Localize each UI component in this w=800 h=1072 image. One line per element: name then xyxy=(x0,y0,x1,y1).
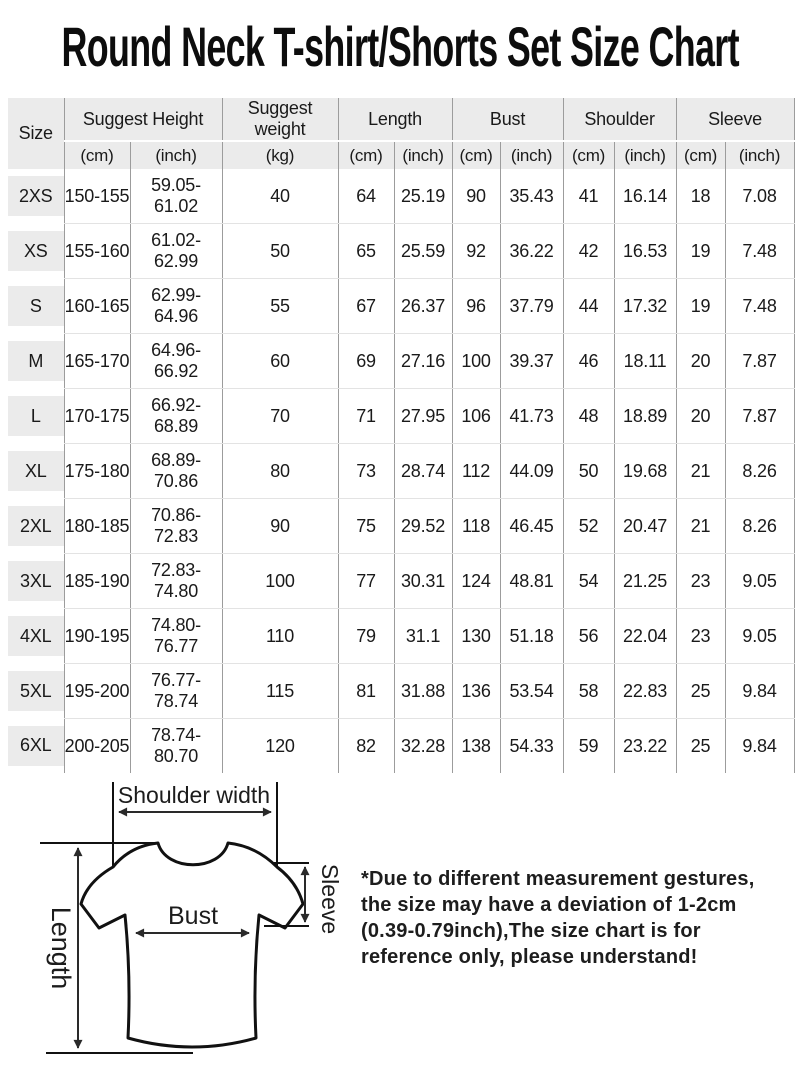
title-bar xyxy=(0,6,800,86)
cell-shoulder-inch: 18.89 xyxy=(614,389,676,444)
unit-sleeve-cm: (cm) xyxy=(676,141,725,169)
size-label: 4XL xyxy=(8,616,64,656)
cell-weight-kg: 115 xyxy=(222,664,338,719)
length-label: Length xyxy=(46,906,76,990)
cell-length-inch: 28.74 xyxy=(394,444,452,499)
cell-height-inch: 76.77-78.74 xyxy=(130,664,222,719)
cell-length-cm: 69 xyxy=(338,334,394,389)
cell-size xyxy=(8,334,64,389)
cell-length-inch: 30.31 xyxy=(394,554,452,609)
table-row xyxy=(8,719,794,774)
col-header-suggest-height: Suggest Height xyxy=(64,98,222,141)
size-label: 3XL xyxy=(8,561,64,601)
cell-shoulder-cm: 52 xyxy=(563,499,614,554)
header-unit-row xyxy=(8,141,794,169)
cell-shoulder-inch: 18.11 xyxy=(614,334,676,389)
cell-bust-inch: 44.09 xyxy=(500,444,563,499)
cell-height-inch: 66.92-68.89 xyxy=(130,389,222,444)
cell-bust-inch: 51.18 xyxy=(500,609,563,664)
cell-shoulder-inch: 21.25 xyxy=(614,554,676,609)
unit-length-cm: (cm) xyxy=(338,141,394,169)
cell-height-inch: 64.96-66.92 xyxy=(130,334,222,389)
cell-height-cm: 150-155 xyxy=(64,169,130,224)
table-row xyxy=(8,499,794,554)
cell-bust-inch: 37.79 xyxy=(500,279,563,334)
note-line: (0.39-0.79inch),The size chart is for xyxy=(361,920,701,942)
cell-height-cm: 185-190 xyxy=(64,554,130,609)
cell-bust-inch: 41.73 xyxy=(500,389,563,444)
cell-bust-cm: 118 xyxy=(452,499,500,554)
cell-height-inch: 68.89-70.86 xyxy=(130,444,222,499)
cell-length-cm: 81 xyxy=(338,664,394,719)
unit-shoulder-cm: (cm) xyxy=(563,141,614,169)
cell-bust-inch: 53.54 xyxy=(500,664,563,719)
cell-sleeve-inch: 8.26 xyxy=(725,444,794,499)
cell-shoulder-cm: 44 xyxy=(563,279,614,334)
cell-weight-kg: 40 xyxy=(222,169,338,224)
cell-length-cm: 67 xyxy=(338,279,394,334)
cell-length-inch: 27.16 xyxy=(394,334,452,389)
unit-length-inch: (inch) xyxy=(394,141,452,169)
table-row xyxy=(8,389,794,444)
cell-shoulder-cm: 58 xyxy=(563,664,614,719)
size-label: 6XL xyxy=(8,726,64,766)
cell-size xyxy=(8,444,64,499)
cell-bust-inch: 46.45 xyxy=(500,499,563,554)
cell-sleeve-cm: 25 xyxy=(676,664,725,719)
cell-sleeve-inch: 9.05 xyxy=(725,554,794,609)
unit-shoulder-inch: (inch) xyxy=(614,141,676,169)
size-chart-table xyxy=(8,98,795,773)
cell-height-cm: 165-170 xyxy=(64,334,130,389)
cell-height-inch: 70.86-72.83 xyxy=(130,499,222,554)
cell-sleeve-cm: 23 xyxy=(676,554,725,609)
size-label: 2XS xyxy=(8,176,64,216)
unit-bust-inch: (inch) xyxy=(500,141,563,169)
cell-length-inch: 26.37 xyxy=(394,279,452,334)
cell-shoulder-inch: 19.68 xyxy=(614,444,676,499)
cell-bust-cm: 90 xyxy=(452,169,500,224)
cell-weight-kg: 110 xyxy=(222,609,338,664)
cell-height-cm: 200-205 xyxy=(64,719,130,774)
cell-weight-kg: 70 xyxy=(222,389,338,444)
cell-length-cm: 79 xyxy=(338,609,394,664)
cell-sleeve-inch: 9.84 xyxy=(725,664,794,719)
cell-shoulder-cm: 56 xyxy=(563,609,614,664)
cell-length-inch: 32.28 xyxy=(394,719,452,774)
cell-length-cm: 82 xyxy=(338,719,394,774)
cell-shoulder-cm: 48 xyxy=(563,389,614,444)
cell-weight-kg: 60 xyxy=(222,334,338,389)
note-line: *Due to different measurement gestures, xyxy=(361,868,755,890)
cell-sleeve-inch: 7.87 xyxy=(725,389,794,444)
cell-bust-cm: 92 xyxy=(452,224,500,279)
cell-shoulder-inch: 16.53 xyxy=(614,224,676,279)
cell-shoulder-inch: 16.14 xyxy=(614,169,676,224)
note-line: the size may have a deviation of 1-2cm xyxy=(361,894,737,916)
cell-height-cm: 155-160 xyxy=(64,224,130,279)
tshirt-outline xyxy=(81,843,303,1047)
size-label: S xyxy=(8,286,64,326)
cell-size xyxy=(8,719,64,774)
table-row xyxy=(8,444,794,499)
cell-bust-inch: 48.81 xyxy=(500,554,563,609)
cell-height-inch: 74.80-76.77 xyxy=(130,609,222,664)
cell-size xyxy=(8,609,64,664)
cell-shoulder-inch: 17.32 xyxy=(614,279,676,334)
cell-weight-kg: 55 xyxy=(222,279,338,334)
cell-height-cm: 170-175 xyxy=(64,389,130,444)
cell-sleeve-cm: 18 xyxy=(676,169,725,224)
cell-sleeve-cm: 21 xyxy=(676,444,725,499)
cell-height-cm: 190-195 xyxy=(64,609,130,664)
cell-size xyxy=(8,279,64,334)
cell-height-cm: 160-165 xyxy=(64,279,130,334)
cell-bust-inch: 54.33 xyxy=(500,719,563,774)
cell-size xyxy=(8,389,64,444)
size-table-body xyxy=(8,169,794,773)
cell-height-inch: 72.83-74.80 xyxy=(130,554,222,609)
cell-weight-kg: 90 xyxy=(222,499,338,554)
cell-weight-kg: 120 xyxy=(222,719,338,774)
cell-size xyxy=(8,499,64,554)
cell-sleeve-inch: 7.08 xyxy=(725,169,794,224)
table-row xyxy=(8,279,794,334)
size-label: L xyxy=(8,396,64,436)
table-row xyxy=(8,224,794,279)
cell-sleeve-inch: 7.48 xyxy=(725,279,794,334)
cell-sleeve-cm: 20 xyxy=(676,389,725,444)
col-header-suggest-weight: Suggest weight xyxy=(222,98,338,141)
cell-shoulder-cm: 50 xyxy=(563,444,614,499)
col-header-bust: Bust xyxy=(452,98,563,141)
cell-length-cm: 75 xyxy=(338,499,394,554)
size-label: 5XL xyxy=(8,671,64,711)
cell-length-inch: 29.52 xyxy=(394,499,452,554)
cell-height-inch: 62.99-64.96 xyxy=(130,279,222,334)
cell-shoulder-inch: 22.04 xyxy=(614,609,676,664)
cell-height-cm: 195-200 xyxy=(64,664,130,719)
col-header-shoulder: Shoulder xyxy=(563,98,676,141)
cell-shoulder-cm: 42 xyxy=(563,224,614,279)
cell-size xyxy=(8,169,64,224)
cell-sleeve-cm: 19 xyxy=(676,224,725,279)
unit-height-inch: (inch) xyxy=(130,141,222,169)
cell-bust-cm: 100 xyxy=(452,334,500,389)
cell-height-inch: 61.02-62.99 xyxy=(130,224,222,279)
table-row xyxy=(8,554,794,609)
size-label: M xyxy=(8,341,64,381)
shoulder-width-label: Shoulder width xyxy=(117,782,271,808)
page-title: Round Neck T-shirt/Shorts Set Size Chart xyxy=(61,14,739,78)
cell-sleeve-cm: 25 xyxy=(676,719,725,774)
cell-sleeve-cm: 19 xyxy=(676,279,725,334)
cell-bust-inch: 35.43 xyxy=(500,169,563,224)
cell-sleeve-cm: 23 xyxy=(676,609,725,664)
cell-height-cm: 180-185 xyxy=(64,499,130,554)
cell-bust-cm: 138 xyxy=(452,719,500,774)
cell-height-inch: 59.05-61.02 xyxy=(130,169,222,224)
cell-size xyxy=(8,224,64,279)
table-row xyxy=(8,334,794,389)
cell-shoulder-cm: 46 xyxy=(563,334,614,389)
cell-sleeve-inch: 7.87 xyxy=(725,334,794,389)
cell-length-cm: 71 xyxy=(338,389,394,444)
size-label: XS xyxy=(8,231,64,271)
cell-length-inch: 25.19 xyxy=(394,169,452,224)
unit-bust-cm: (cm) xyxy=(452,141,500,169)
unit-weight-kg: (kg) xyxy=(222,141,338,169)
cell-length-cm: 73 xyxy=(338,444,394,499)
cell-weight-kg: 100 xyxy=(222,554,338,609)
cell-bust-cm: 96 xyxy=(452,279,500,334)
table-row xyxy=(8,609,794,664)
cell-height-inch: 78.74-80.70 xyxy=(130,719,222,774)
cell-sleeve-cm: 20 xyxy=(676,334,725,389)
header-group-row xyxy=(8,98,794,141)
col-header-sleeve: Sleeve xyxy=(676,98,794,141)
size-label: 2XL xyxy=(8,506,64,546)
cell-bust-cm: 112 xyxy=(452,444,500,499)
unit-height-cm: (cm) xyxy=(64,141,130,169)
sleeve-label: Sleeve xyxy=(317,863,343,935)
cell-bust-cm: 130 xyxy=(452,609,500,664)
cell-bust-cm: 106 xyxy=(452,389,500,444)
cell-bust-inch: 39.37 xyxy=(500,334,563,389)
table-row xyxy=(8,169,794,224)
bust-label: Bust xyxy=(167,902,219,930)
cell-height-cm: 175-180 xyxy=(64,444,130,499)
cell-sleeve-inch: 8.26 xyxy=(725,499,794,554)
cell-length-inch: 31.88 xyxy=(394,664,452,719)
cell-sleeve-inch: 9.84 xyxy=(725,719,794,774)
disclaimer-note xyxy=(361,866,793,970)
cell-size xyxy=(8,554,64,609)
cell-size xyxy=(8,664,64,719)
unit-sleeve-inch: (inch) xyxy=(725,141,794,169)
cell-length-inch: 31.1 xyxy=(394,609,452,664)
col-header-size: Size xyxy=(8,98,64,169)
note-line: reference only, please understand! xyxy=(361,946,698,968)
cell-weight-kg: 50 xyxy=(222,224,338,279)
table-row xyxy=(8,664,794,719)
cell-sleeve-inch: 9.05 xyxy=(725,609,794,664)
cell-shoulder-cm: 59 xyxy=(563,719,614,774)
cell-length-inch: 25.59 xyxy=(394,224,452,279)
cell-bust-cm: 136 xyxy=(452,664,500,719)
cell-bust-inch: 36.22 xyxy=(500,224,563,279)
cell-shoulder-inch: 23.22 xyxy=(614,719,676,774)
cell-sleeve-cm: 21 xyxy=(676,499,725,554)
cell-length-cm: 65 xyxy=(338,224,394,279)
col-header-length: Length xyxy=(338,98,452,141)
cell-shoulder-cm: 41 xyxy=(563,169,614,224)
cell-shoulder-inch: 22.83 xyxy=(614,664,676,719)
cell-length-cm: 77 xyxy=(338,554,394,609)
cell-length-inch: 27.95 xyxy=(394,389,452,444)
cell-bust-cm: 124 xyxy=(452,554,500,609)
cell-shoulder-inch: 20.47 xyxy=(614,499,676,554)
cell-weight-kg: 80 xyxy=(222,444,338,499)
cell-shoulder-cm: 54 xyxy=(563,554,614,609)
cell-length-cm: 64 xyxy=(338,169,394,224)
cell-sleeve-inch: 7.48 xyxy=(725,224,794,279)
size-label: XL xyxy=(8,451,64,491)
